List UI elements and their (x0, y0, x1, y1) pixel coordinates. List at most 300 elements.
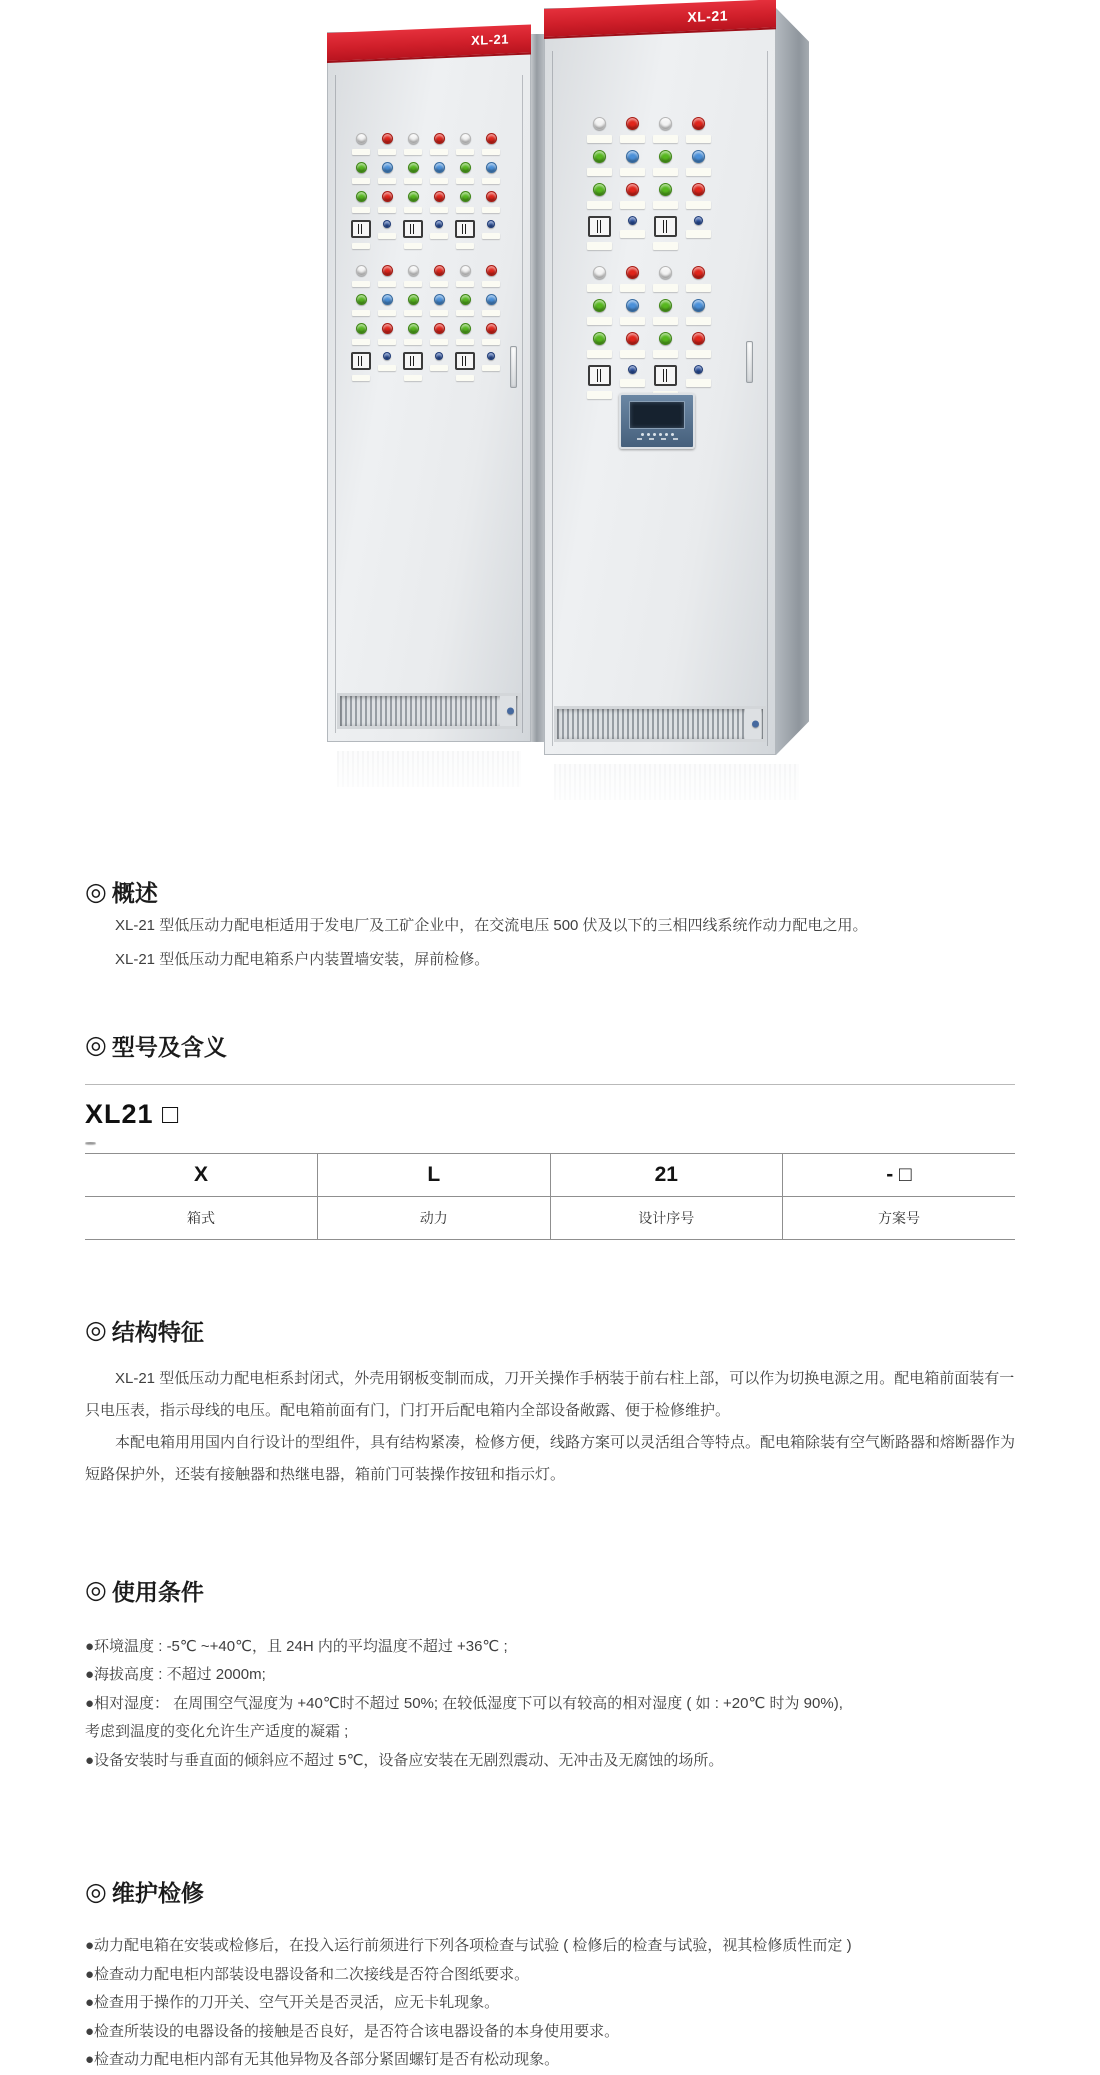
indicator-light-red (486, 265, 497, 276)
panel-cell (682, 183, 715, 209)
panel-cell (583, 365, 616, 399)
label-strip (620, 230, 645, 238)
lcd-indicator-dots (621, 433, 693, 436)
screw-icon (507, 708, 514, 715)
table-cell: X (85, 1153, 318, 1196)
panel-cell (374, 162, 400, 184)
panel-cell (426, 220, 452, 249)
indicator-light-blue (692, 299, 705, 312)
panel-cell (682, 266, 715, 292)
panel-cell (616, 216, 649, 250)
panel-cell (426, 191, 452, 213)
section-heading-text: 使用条件 (111, 1578, 204, 1605)
label-strip (482, 207, 500, 213)
panel-cell (649, 299, 682, 325)
label-strip (404, 243, 422, 249)
label-strip (404, 178, 422, 184)
indicator-row (348, 133, 504, 162)
indicator-light-blue (626, 299, 639, 312)
cabinet-model-label: XL-21 (471, 31, 509, 48)
indicator-light-red (382, 191, 393, 202)
indicator-light-navy (694, 365, 703, 374)
model-code: XL21 □ (85, 1098, 180, 1129)
label-strip (587, 284, 612, 292)
label-strip (482, 310, 500, 316)
indicator-light-white (593, 117, 606, 130)
indicator-row (348, 294, 504, 323)
structure-paragraph: XL-21 型低压动力配电柜系封闭式，外壳用钢板变制而成，刀开关操作手柄装于前右柱上部，可以作为切换电源之用。配电箱前面装有一只电压表，指示母线的电压。配电箱前面有门，门打开后配电箱内全部设备敞露、便于检修维护。 (85, 1369, 1015, 1419)
panel-meter-icon (455, 220, 475, 238)
indicator-light-blue (434, 162, 445, 173)
indicator-light-red (626, 183, 639, 196)
indicator-light-navy (487, 352, 495, 360)
indicator-light-navy (694, 216, 703, 225)
indicator-panel-left (348, 133, 504, 388)
panel-cell (348, 294, 374, 316)
maintenance-item: ●动力配电箱在安装或检修后，在投入运行前须进行下列各项检查与试验 ( 检修后的检查与试验，视其检修质性而定 ) (85, 1937, 852, 1954)
panel-meter-icon (351, 220, 371, 238)
indicator-light-green (408, 162, 419, 173)
panel-cell (426, 133, 452, 155)
label-strip (430, 365, 448, 371)
indicator-light-blue (692, 150, 705, 163)
label-strip (456, 178, 474, 184)
section-heading-text: 概述 (111, 880, 158, 906)
label-strip (378, 281, 396, 287)
indicator-panel-right (583, 117, 715, 406)
indicator-light-red (382, 133, 393, 144)
label-strip (456, 375, 474, 381)
section-conditions (85, 1574, 1015, 1776)
indicator-light-navy (628, 216, 637, 225)
indicator-row (348, 352, 504, 388)
panel-cell (452, 162, 478, 184)
panel-cell (374, 294, 400, 316)
section-structure (85, 1314, 1015, 1492)
label-strip (430, 339, 448, 345)
indicator-row (583, 299, 715, 332)
panel-cell (374, 133, 400, 155)
maintenance-item: ●检查用于操作的刀开关、空气开关是否灵活，应无卡轧现象。 (85, 1994, 500, 2011)
floor-reflection (544, 756, 809, 845)
indicator-light-white (356, 265, 367, 276)
label-strip (352, 310, 370, 316)
indicator-light-green (356, 323, 367, 334)
condition-item: ●环境温度 : -5℃ ~+40℃，且 24H 内的平均温度不超过 +36℃ ; (85, 1637, 508, 1655)
label-strip (482, 233, 500, 239)
label-strip (378, 339, 396, 345)
label-strip (620, 201, 645, 209)
section-heading-text: 结构特征 (111, 1318, 204, 1345)
indicator-light-green (408, 191, 419, 202)
label-strip (352, 149, 370, 155)
indicator-light-red (382, 323, 393, 334)
panel-cell (452, 265, 478, 287)
label-strip (620, 168, 645, 176)
overview-paragraph: XL-21 型低压动力配电箱系户内装置墙安装，屏前检修。 (115, 951, 490, 969)
label-strip (378, 233, 396, 239)
indicator-row (348, 265, 504, 294)
panel-cell (583, 266, 616, 292)
condition-item: ●相对湿度： 在周围空气湿度为 +40℃时不超过 50%; 在较低湿度下可以有较高的相对湿度 ( 如 : +20℃ 时为 90%), (85, 1694, 843, 1712)
label-strip (352, 281, 370, 287)
panel-cell (426, 162, 452, 184)
label-strip (653, 242, 678, 250)
panel-cell (478, 191, 504, 213)
panel-cell (348, 220, 374, 249)
indicator-row (348, 162, 504, 191)
panel-cell (478, 265, 504, 287)
screw-icon (752, 721, 759, 728)
section-heading (85, 1574, 1015, 1607)
table-cell: - □ (783, 1153, 1016, 1196)
cabinet-left (327, 32, 531, 742)
label-strip (430, 178, 448, 184)
door-seam (335, 75, 336, 733)
panel-cell (583, 117, 616, 143)
door-handle-icon (746, 341, 753, 383)
cabinet-side-panel (776, 8, 809, 755)
indicator-light-white (460, 133, 471, 144)
panel-cell (583, 183, 616, 209)
indicator-light-green (593, 299, 606, 312)
indicator-row (348, 323, 504, 352)
condition-item-continued: 考虑到温度的变化允许生产适度的凝霜 ; (85, 1723, 349, 1740)
panel-cell (452, 352, 478, 381)
label-strip (620, 350, 645, 358)
label-strip (587, 242, 612, 250)
panel-cell (649, 332, 682, 358)
indicator-light-green (408, 323, 419, 334)
panel-cell (348, 352, 374, 381)
indicator-light-navy (435, 220, 443, 228)
section-marker-icon: ◎ (85, 1031, 107, 1059)
indicator-light-white (408, 265, 419, 276)
panel-cell (348, 323, 374, 345)
label-strip (404, 310, 422, 316)
indicator-light-blue (382, 294, 393, 305)
indicator-light-green (460, 294, 471, 305)
vent-grille (554, 706, 766, 742)
label-strip (378, 178, 396, 184)
label-strip (456, 243, 474, 249)
indicator-row (583, 117, 715, 150)
indicator-light-red (692, 117, 705, 130)
label-strip (404, 207, 422, 213)
indicator-light-red (692, 183, 705, 196)
indicator-light-white (659, 266, 672, 279)
maintenance-item: ●检查动力配电柜内部有无其他异物及各部分紧固螺钉是否有松动现象。 (85, 2051, 560, 2068)
label-strip (686, 201, 711, 209)
lcd-keys (621, 438, 693, 440)
indicator-light-red (486, 191, 497, 202)
indicator-light-white (659, 117, 672, 130)
indicator-light-green (593, 150, 606, 163)
panel-cell (400, 162, 426, 184)
section-heading-text: 维护检修 (111, 1880, 204, 1906)
panel-meter-icon (403, 220, 423, 238)
panel-cell (682, 332, 715, 358)
label-strip (587, 317, 612, 325)
panel-cell (374, 191, 400, 213)
indicator-light-green (659, 299, 672, 312)
indicator-light-red (692, 266, 705, 279)
panel-cell (452, 191, 478, 213)
floor-reflection (327, 743, 531, 833)
section-marker-icon: ◎ (85, 1576, 107, 1604)
section-heading (85, 1314, 1015, 1347)
section-marker-icon: ◎ (85, 1316, 107, 1344)
section-heading (85, 875, 1015, 908)
indicator-light-green (460, 191, 471, 202)
panel-cell (478, 352, 504, 381)
vent-grille (337, 693, 521, 729)
section-maintenance (85, 1875, 1015, 2075)
lcd-controller (619, 393, 695, 449)
label-strip (587, 350, 612, 358)
condition-item: ●海拔高度 : 不超过 2000m; (85, 1666, 266, 1683)
label-strip (686, 230, 711, 238)
panel-cell (583, 150, 616, 176)
indicator-light-red (626, 266, 639, 279)
label-strip (587, 168, 612, 176)
indicator-light-red (626, 332, 639, 345)
section-model (85, 1029, 1015, 1240)
label-strip (482, 149, 500, 155)
panel-cell (616, 299, 649, 325)
panel-cell (426, 265, 452, 287)
label-strip (456, 310, 474, 316)
cabinet-right (544, 8, 776, 755)
indicator-light-green (356, 162, 367, 173)
panel-cell (400, 294, 426, 316)
label-strip (620, 317, 645, 325)
panel-cell (649, 150, 682, 176)
label-strip (378, 310, 396, 316)
indicator-light-red (486, 133, 497, 144)
panel-cell (426, 294, 452, 316)
cabinet-right-nameplate (544, 0, 776, 39)
panel-cell (400, 265, 426, 287)
article-body (0, 875, 1100, 2075)
product-photo (0, 0, 1100, 845)
indicator-light-red (692, 332, 705, 345)
indicator-light-green (593, 332, 606, 345)
structure-paragraph: 本配电箱用用国内自行设计的型组件，具有结构紧凑，检修方便，线路方案可以灵活组合等特点。配电箱除装有空气断路器和熔断器作为短路保护外，还装有接触器和热继电器，箱前门可装操作按钮和指示灯。 (85, 1434, 1016, 1484)
indicator-light-white (460, 265, 471, 276)
panel-cell (426, 323, 452, 345)
panel-cell (583, 216, 616, 250)
panel-cell (452, 220, 478, 249)
section-heading (85, 1875, 1015, 1908)
indicator-light-green (659, 332, 672, 345)
label-strip (352, 375, 370, 381)
divider (85, 1142, 96, 1144)
panel-cell (374, 265, 400, 287)
door-seam (552, 51, 553, 746)
indicator-light-red (434, 133, 445, 144)
label-strip (686, 317, 711, 325)
indicator-row (583, 216, 715, 257)
model-meaning-table (85, 1153, 1015, 1240)
panel-cell (400, 133, 426, 155)
indicator-light-green (408, 294, 419, 305)
label-strip (352, 339, 370, 345)
panel-cell (649, 216, 682, 250)
indicator-light-navy (383, 220, 391, 228)
panel-cell (478, 323, 504, 345)
indicator-light-blue (434, 294, 445, 305)
lcd-screen (629, 401, 685, 429)
indicator-light-blue (382, 162, 393, 173)
label-strip (620, 284, 645, 292)
label-strip (430, 207, 448, 213)
panel-meter-icon (403, 352, 423, 370)
label-strip (686, 350, 711, 358)
label-strip (653, 135, 678, 143)
panel-cell (348, 162, 374, 184)
maintenance-item: ●检查动力配电柜内部装设电器设备和二次接线是否符合图纸要求。 (85, 1965, 530, 1983)
indicator-light-white (593, 266, 606, 279)
panel-meter-icon (588, 365, 611, 386)
label-strip (620, 135, 645, 143)
panel-cell (452, 133, 478, 155)
label-strip (430, 149, 448, 155)
indicator-light-green (659, 150, 672, 163)
panel-meter-icon (654, 365, 677, 386)
table-cell: 设计序号 (550, 1196, 783, 1239)
panel-cell (682, 150, 715, 176)
panel-cell (616, 117, 649, 143)
label-strip (378, 365, 396, 371)
cabinet-left-nameplate (327, 24, 531, 63)
label-strip (352, 178, 370, 184)
label-strip (587, 391, 612, 399)
indicator-light-green (356, 191, 367, 202)
label-strip (587, 135, 612, 143)
panel-cell (649, 266, 682, 292)
indicator-light-navy (435, 352, 443, 360)
panel-meter-icon (455, 352, 475, 370)
table-cell: 箱式 (187, 1209, 215, 1226)
cabinet-model-label: XL-21 (687, 7, 728, 25)
section-heading (85, 1029, 1015, 1062)
indicator-light-green (593, 183, 606, 196)
panel-cell (348, 191, 374, 213)
panel-cell (348, 133, 374, 155)
panel-cell (682, 117, 715, 143)
label-strip (686, 284, 711, 292)
label-strip (587, 201, 612, 209)
label-strip (430, 310, 448, 316)
panel-cell (374, 352, 400, 381)
indicator-light-red (434, 265, 445, 276)
panel-cell (616, 183, 649, 209)
indicator-light-green (356, 294, 367, 305)
indicator-light-blue (626, 150, 639, 163)
panel-cell (400, 191, 426, 213)
door-handle-icon (510, 346, 517, 388)
label-strip (352, 243, 370, 249)
label-strip (686, 168, 711, 176)
indicator-light-red (382, 265, 393, 276)
label-strip (378, 149, 396, 155)
panel-cell (400, 323, 426, 345)
label-strip (404, 339, 422, 345)
label-strip (686, 379, 711, 387)
label-strip (653, 201, 678, 209)
panel-cell (452, 294, 478, 316)
label-strip (456, 281, 474, 287)
condition-item: ●设备安装时与垂直面的倾斜应不超过 5℃，设备应安装在无剧烈震动、无冲击及无腐蚀的场所。 (85, 1751, 724, 1769)
panel-cell (426, 352, 452, 381)
indicator-light-green (460, 323, 471, 334)
indicator-light-red (434, 191, 445, 202)
label-strip (430, 281, 448, 287)
label-strip (456, 149, 474, 155)
panel-cell (374, 220, 400, 249)
table-row-meanings (85, 1196, 1015, 1239)
indicator-row (348, 220, 504, 256)
indicator-light-green (460, 162, 471, 173)
label-strip (456, 339, 474, 345)
label-strip (404, 375, 422, 381)
overview-paragraph: XL-21 型低压动力配电柜适用于发电厂及工矿企业中，在交流电压 500 伏及以下的三相四线系统作动力配电之用。 (115, 917, 868, 934)
table-cell: 方案号 (783, 1196, 1016, 1239)
label-strip (482, 339, 500, 345)
label-strip (653, 284, 678, 292)
indicator-row (583, 150, 715, 183)
indicator-light-red (626, 117, 639, 130)
indicator-light-blue (486, 294, 497, 305)
indicator-row (583, 332, 715, 365)
indicator-light-blue (486, 162, 497, 173)
label-strip (482, 365, 500, 371)
table-cell: 动力 (318, 1196, 551, 1239)
indicator-light-red (434, 323, 445, 334)
panel-cell (478, 133, 504, 155)
panel-cell (478, 220, 504, 249)
section-overview (85, 875, 1015, 977)
label-strip (404, 281, 422, 287)
panel-meter-icon (654, 216, 677, 237)
section-marker-icon: ◎ (85, 877, 107, 906)
panel-cell (682, 216, 715, 250)
panel-cell (348, 265, 374, 287)
label-strip (430, 233, 448, 239)
label-strip (686, 135, 711, 143)
label-strip (456, 207, 474, 213)
indicator-light-white (356, 133, 367, 144)
indicator-light-green (659, 183, 672, 196)
panel-cell (400, 352, 426, 381)
section-heading-text: 型号及含义 (111, 1033, 227, 1060)
label-strip (482, 281, 500, 287)
label-strip (482, 178, 500, 184)
table-cell: 21 (550, 1153, 783, 1196)
cabinet-gap-shadow (530, 34, 545, 742)
panel-cell (649, 117, 682, 143)
panel-cell (649, 183, 682, 209)
panel-cell (400, 220, 426, 249)
indicator-light-navy (487, 220, 495, 228)
indicator-light-red (486, 323, 497, 334)
panel-meter-icon (351, 352, 371, 370)
label-strip (653, 317, 678, 325)
indicator-row (583, 183, 715, 216)
panel-cell (616, 332, 649, 358)
indicator-row (583, 266, 715, 299)
